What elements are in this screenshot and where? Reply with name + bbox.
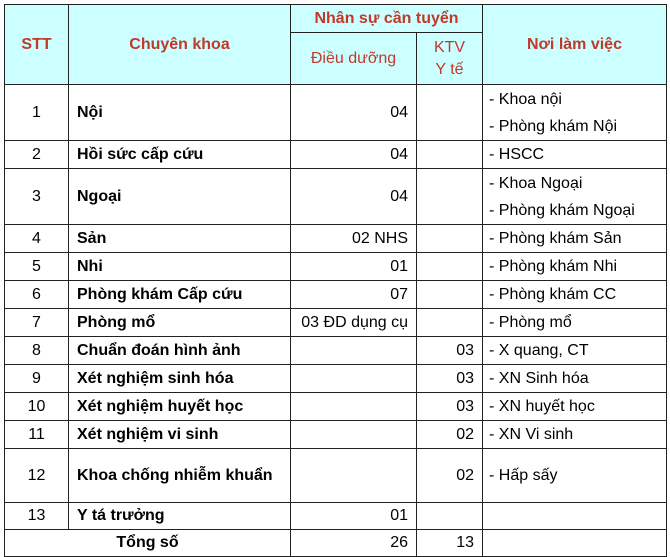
row-stt: 12 (5, 449, 69, 503)
row-stt: 10 (5, 393, 69, 421)
workplace-item: - Phòng khám Sản (489, 230, 622, 247)
total-label: Tổng số (5, 530, 291, 557)
row-specialty: Sản (69, 225, 291, 253)
header-stt: STT (5, 5, 69, 85)
row-ktv-count (417, 141, 483, 169)
header-ktv (417, 33, 483, 85)
row-workplace (483, 421, 667, 449)
table-row (5, 421, 667, 449)
row-specialty: Nội (69, 85, 291, 141)
row-specialty: Khoa chống nhiễm khuẩn (69, 449, 291, 503)
row-ktv-count: 02 (417, 421, 483, 449)
row-specialty: Hồi sức cấp cứu (69, 141, 291, 169)
workplace-item: - Khoa Ngoại (489, 174, 583, 192)
row-workplace (483, 365, 667, 393)
row-specialty: Phòng khám Cấp cứu (69, 281, 291, 309)
table-row (5, 85, 667, 141)
row-ktv-count: 02 (417, 449, 483, 503)
row-stt: 13 (5, 503, 69, 530)
row-workplace (483, 281, 667, 309)
table-row (5, 449, 667, 503)
row-ktv-count: 03 (417, 393, 483, 421)
table-body (5, 85, 667, 557)
row-ktv-count (417, 85, 483, 141)
row-nurse-count: 02 NHS (291, 225, 417, 253)
row-workplace (483, 141, 667, 169)
workplace-item: - Khoa nội (489, 90, 562, 108)
workplace-item: - XN huyết học (489, 398, 595, 415)
workplace-item: - XN Vi sinh (489, 426, 574, 443)
row-ktv-count (417, 281, 483, 309)
header-nurse: Điều dưỡng (291, 33, 417, 85)
table-row (5, 503, 667, 530)
row-specialty: Y tá trưởng (69, 503, 291, 530)
row-workplace (483, 169, 667, 225)
row-ktv-count: 03 (417, 365, 483, 393)
row-workplace (483, 393, 667, 421)
row-nurse-count: 04 (291, 169, 417, 225)
row-specialty: Xét nghiệm sinh hóa (69, 365, 291, 393)
row-stt: 11 (5, 421, 69, 449)
row-ktv-count (417, 503, 483, 530)
row-ktv-count (417, 309, 483, 337)
row-ktv-count: 03 (417, 337, 483, 365)
row-nurse-count (291, 365, 417, 393)
workplace-item: - Phòng mổ (489, 314, 572, 331)
header-workplace: Nơi làm việc (483, 5, 667, 85)
workplace-item: - X quang, CT (489, 342, 589, 359)
table-row (5, 337, 667, 365)
row-nurse-count (291, 421, 417, 449)
header-recruit: Nhân sự cần tuyển (291, 5, 483, 33)
row-nurse-count: 04 (291, 141, 417, 169)
row-stt: 8 (5, 337, 69, 365)
row-workplace (483, 337, 667, 365)
row-nurse-count (291, 449, 417, 503)
row-workplace (483, 309, 667, 337)
row-nurse-count: 07 (291, 281, 417, 309)
workplace-item: - Hấp sấy (489, 467, 558, 484)
header-ktv-line1: KTV (433, 38, 466, 56)
total-ktv: 13 (417, 530, 483, 557)
row-workplace (483, 503, 667, 530)
total-workplace-empty (483, 530, 667, 557)
row-specialty: Xét nghiệm huyết học (69, 393, 291, 421)
total-nurse: 26 (291, 530, 417, 557)
row-stt: 3 (5, 169, 69, 225)
header-ktv-line2: Y tế (435, 60, 464, 78)
row-specialty: Phòng mổ (69, 309, 291, 337)
row-stt: 6 (5, 281, 69, 309)
row-workplace (483, 253, 667, 281)
table-row (5, 365, 667, 393)
workplace-item: - XN Sinh hóa (489, 370, 589, 387)
table-row (5, 169, 667, 225)
table-row (5, 309, 667, 337)
table-row (5, 141, 667, 169)
row-nurse-count: 03 ĐD dụng cụ (291, 309, 417, 337)
row-nurse-count (291, 337, 417, 365)
row-nurse-count: 01 (291, 503, 417, 530)
header-specialty: Chuyên khoa (69, 5, 291, 85)
row-ktv-count (417, 225, 483, 253)
row-stt: 4 (5, 225, 69, 253)
row-stt: 1 (5, 85, 69, 141)
row-specialty: Nhi (69, 253, 291, 281)
workplace-item: - HSCC (489, 146, 545, 163)
row-stt: 7 (5, 309, 69, 337)
row-nurse-count: 04 (291, 85, 417, 141)
row-nurse-count: 01 (291, 253, 417, 281)
table-row (5, 281, 667, 309)
total-row (5, 530, 667, 557)
row-stt: 2 (5, 141, 69, 169)
row-specialty: Ngoại (69, 169, 291, 225)
workplace-item: - Phòng khám Ngoại (489, 201, 635, 219)
table-row (5, 225, 667, 253)
table-row (5, 393, 667, 421)
row-workplace (483, 449, 667, 503)
workplace-item: - Phòng khám Nhi (489, 258, 618, 275)
row-specialty: Xét nghiệm vi sinh (69, 421, 291, 449)
staffing-table-container (4, 4, 667, 557)
row-ktv-count (417, 253, 483, 281)
workplace-item: - Phòng khám CC (489, 286, 617, 303)
row-specialty: Chuẩn đoán hình ảnh (69, 337, 291, 365)
row-workplace (483, 225, 667, 253)
row-ktv-count (417, 169, 483, 225)
table-row (5, 253, 667, 281)
row-workplace (483, 85, 667, 141)
workplace-item: - Phòng khám Nội (489, 117, 618, 135)
row-nurse-count (291, 393, 417, 421)
row-stt: 9 (5, 365, 69, 393)
row-stt: 5 (5, 253, 69, 281)
staffing-table (4, 4, 667, 557)
